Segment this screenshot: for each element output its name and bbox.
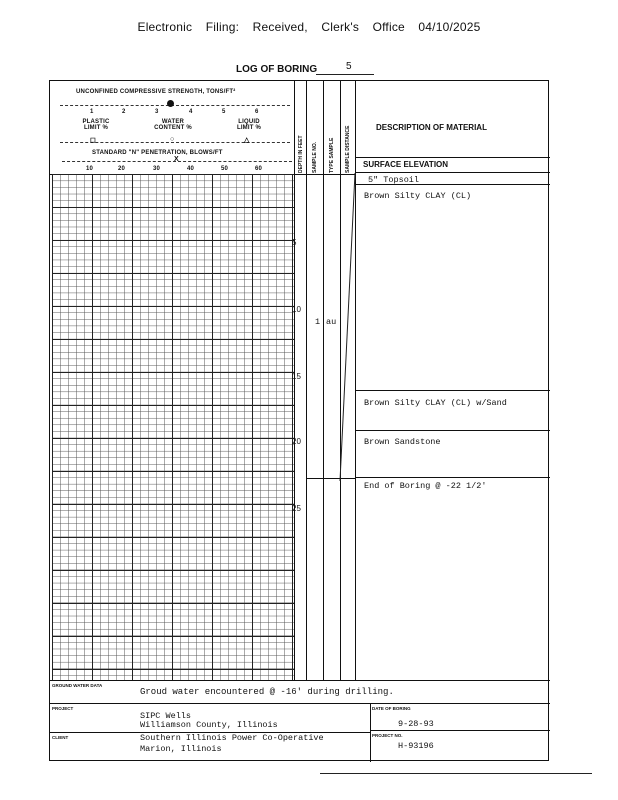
client-label: CLIENT: [52, 735, 69, 740]
end-of-boring: End of Boring @ -22 1/2': [364, 481, 487, 491]
groundwater-top-line: [50, 680, 550, 681]
spt-label: STANDARD "N" PENETRATION, BLOWS/FT: [92, 150, 223, 156]
surface-elevation-label: SURFACE ELEVATION: [363, 160, 449, 169]
info-divider: [370, 703, 371, 762]
boring-number: 5: [346, 61, 352, 72]
log-title: LOG OF BORING: [236, 64, 318, 75]
client-line-2: Marion, Illinois: [140, 744, 222, 754]
ucs-scale-line: [60, 105, 290, 106]
date-of-boring-label: DATE OF BORING: [372, 706, 411, 711]
liquid-limit-marker-icon: △: [244, 137, 250, 144]
stratum-boundary-1: [356, 184, 550, 185]
depth-mark-15: 15: [292, 372, 301, 381]
water-content-marker-icon: ○: [170, 136, 175, 143]
ucs-label: UNCONFINED COMPRESSIVE STRENGTH, TONS/FT²: [76, 89, 236, 95]
sample-type: au: [326, 317, 337, 327]
sample-distance-slant: [338, 173, 358, 483]
stratum-topsoil: 5" Topsoil: [368, 175, 420, 185]
project-no-value: H-93196: [398, 741, 434, 751]
ucs-tick-1: 1: [90, 109, 94, 115]
groundwater-text: Groud water encountered @ -16' during drilling.: [140, 687, 394, 697]
ucs-tick-3: 3: [155, 109, 159, 115]
liquid-limit-label: LIQUID LIMIT %: [236, 119, 262, 131]
depth-column-header: DEPTH IN FEET: [298, 135, 304, 173]
surface-line-bottom: [356, 172, 550, 173]
ucs-tick-4: 4: [189, 109, 193, 115]
stratum-silty-clay: Brown Silty CLAY (CL): [364, 191, 472, 201]
divider-sample-no: [306, 81, 307, 680]
stratum-silty-clay-sand: Brown Silty CLAY (CL) w/Sand: [364, 398, 507, 408]
ucs-tick-5: 5: [222, 109, 226, 115]
spt-tick-60: 60: [255, 166, 263, 172]
type-sample-column-header: TYPE SAMPLE: [329, 137, 335, 173]
boring-log-form: [49, 80, 549, 761]
water-content-label: WATER CONTENT %: [154, 119, 192, 131]
description-header: DESCRIPTION OF MATERIAL: [376, 123, 487, 132]
project-no-label: PROJECT NO.: [372, 733, 403, 738]
spt-tick-40: 40: [187, 166, 195, 172]
project-top-line: [50, 703, 550, 704]
spt-scale-line: [62, 161, 292, 162]
sample-number: 1: [315, 317, 321, 327]
project-label: PROJECT: [52, 706, 74, 711]
groundwater-label: GROUND WATER DATA: [52, 683, 103, 688]
plastic-limit-label: PLASTIC LIMIT %: [82, 119, 110, 131]
stratum-sandstone: Brown Sandstone: [364, 437, 441, 447]
sample-no-column-header: SAMPLE NO.: [312, 141, 318, 173]
plastic-limit-marker-icon: ◻: [90, 137, 96, 144]
project-no-top-line: [370, 730, 550, 731]
depth-mark-5: 5: [292, 238, 297, 247]
spt-tick-20: 20: [118, 166, 126, 172]
filing-stamp: Electronic Filing: Received, Clerk's Office 04/10/2025: [137, 20, 481, 34]
plot-grid: [52, 174, 295, 680]
date-of-boring-value: 9-28-93: [398, 719, 434, 729]
stratum-boundary-3: [356, 430, 550, 431]
stratum-boundary-4: [356, 477, 550, 478]
page-bottom-line: [320, 773, 592, 774]
ucs-marker-icon: [167, 100, 174, 107]
spt-marker-icon: X: [174, 156, 179, 163]
spt-tick-50: 50: [221, 166, 229, 172]
client-line-1: Southern Illinois Power Co-Operative: [140, 733, 324, 743]
spt-tick-30: 30: [153, 166, 161, 172]
project-line-1: SIPC Wells: [140, 711, 192, 721]
ucs-tick-6: 6: [255, 109, 259, 115]
project-line-2: Williamson County, Illinois: [140, 720, 278, 730]
sample-distance-column-header: SAMPLE DISTANCE: [345, 125, 351, 173]
spt-tick-10: 10: [86, 166, 94, 172]
surface-line-top: [356, 157, 550, 158]
depth-mark-20: 20: [292, 437, 301, 446]
divider-type: [323, 81, 324, 680]
ucs-tick-2: 2: [122, 109, 126, 115]
depth-mark-25: 25: [292, 504, 301, 513]
stratum-boundary-2: [356, 390, 550, 391]
depth-mark-10: 10: [292, 305, 301, 314]
boring-number-underline: [316, 74, 374, 75]
